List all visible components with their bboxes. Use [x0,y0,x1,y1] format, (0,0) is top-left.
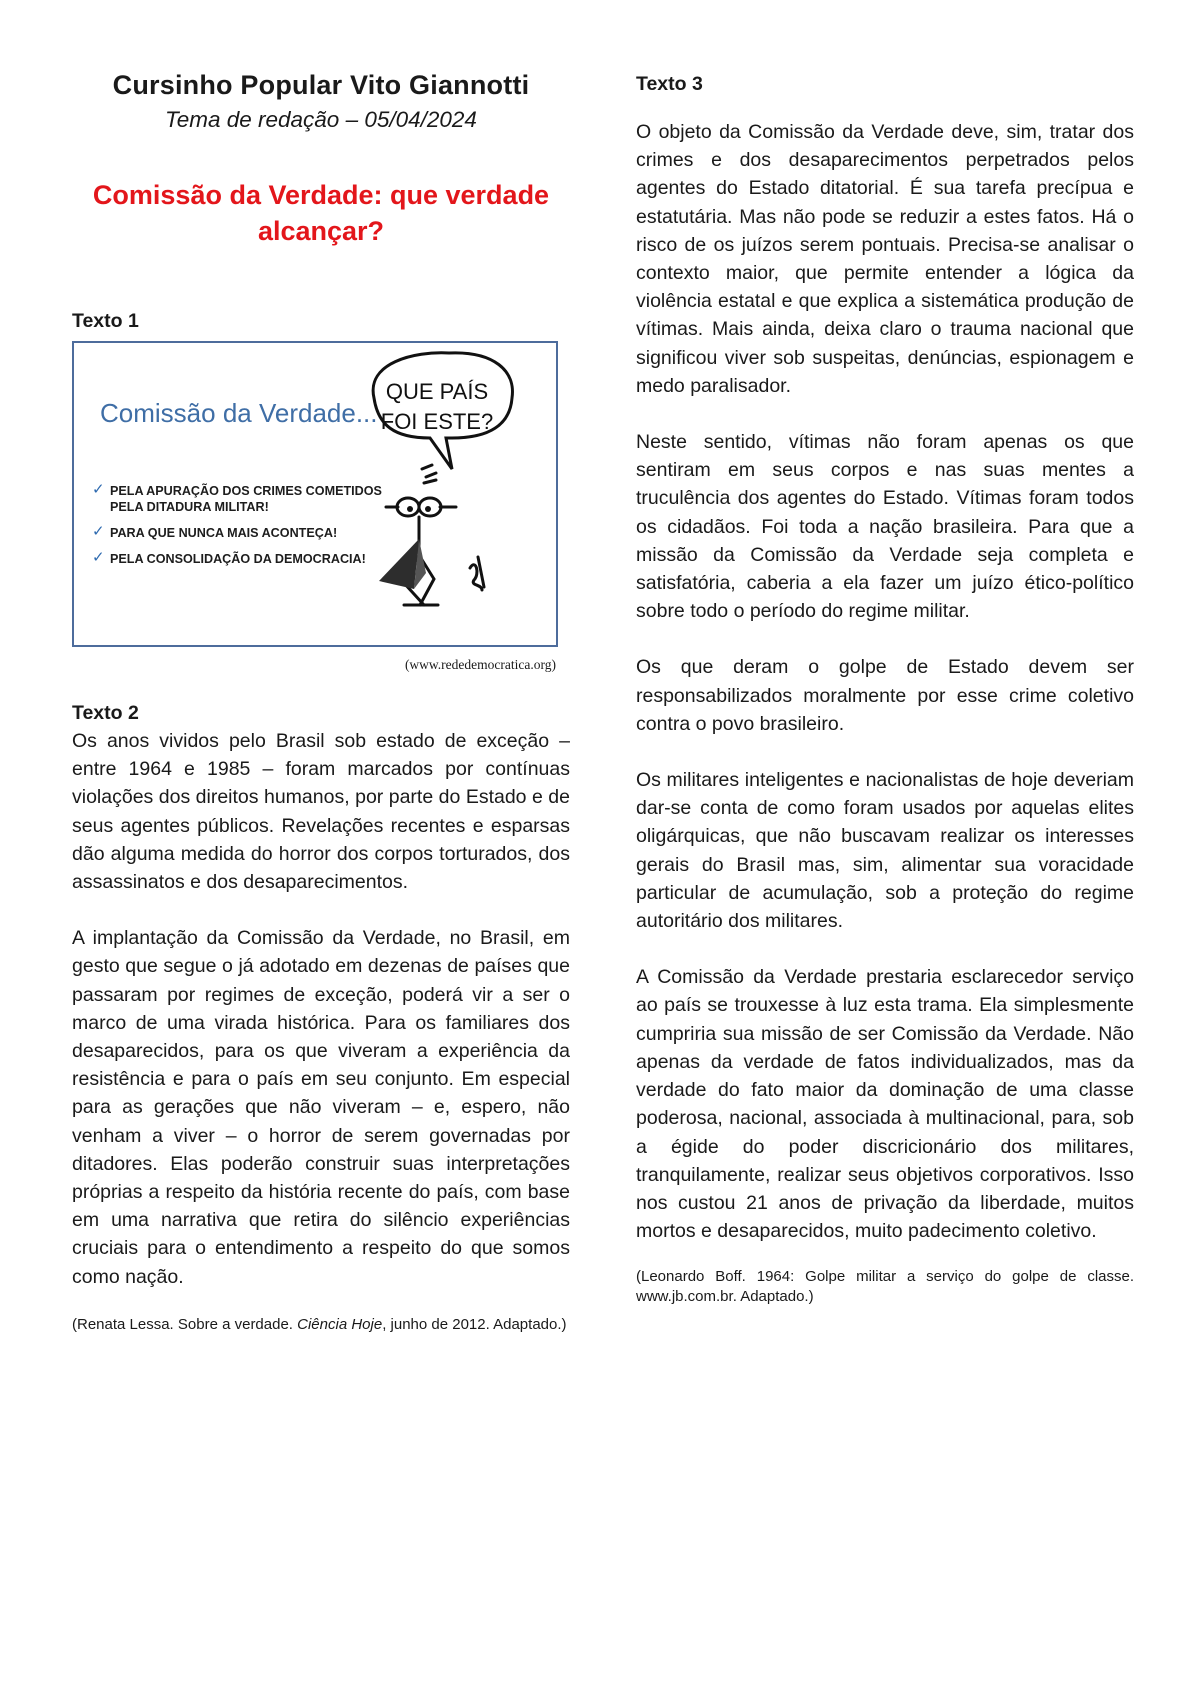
texto3-paragraph: Os militares inteligentes e nacionalistas de hoje deveriam dar-se conta de como foram usados por aquelas elites oligárquicas, que não buscavam realizar os interesses gerais do Brasil mas, sim, alimentar sua voracidade particular de acumulação, sob a proteção do regime autoritário dos militares. [636,769,1134,933]
image-credit: (www.rededemocratica.org) [404,657,556,672]
panel-list [92,483,392,577]
texto3-source: (Leonardo Boff. 1964: Golpe militar a serviço do golpe de classe. www.jb.com.br. Adaptado.) [636,1268,1134,1306]
theme-title: Comissão da Verdade: que verdade alcançar? [92,180,550,246]
texto3-paragraph: O objeto da Comissão da Verdade deve, sim, tratar dos crimes e dos desaparecimentos perpetrados pelos agentes do Estado ditatorial. É sua tarefa precípua e estatutária. Mas não pode se reduzir a estes fatos. Há o risco de os juízos serem pontuais. Precisa-se analisar o contexto maior, que permite entender a lógica da violência estatal e que explica a sistemática produção de vítimas. Mais ainda, deixa claro o trauma nacional que significou viver sob suspeitas, denúncias, espionagem e medo paralisador. [636,121,1134,397]
document-title: Cursinho Popular Vito Giannotti [112,70,530,100]
check-icon: ✓ [92,523,105,540]
check-icon: ✓ [92,549,105,566]
source-text: (Renata Lessa. Sobre a verdade. [72,1315,298,1333]
texto3-paragraph: Neste sentido, vítimas não foram apenas os que sentiram em seus corpos e nas suas mentes a truculência dos agentes do Estado. Vítimas foram todos os cidadãos. Foi toda a nação brasileira. Para que a missão da Comissão da Verdade seja completa e satisfatória, caberia a ela fazer um juízo ético-político sobre todo o período do regime militar. [636,431,1134,623]
cartoon-image [72,341,558,647]
texto3-heading: Texto 3 [636,73,703,95]
speech-bubble-text: QUE PAÍS FOI ESTE? [380,379,494,434]
texto3-paragraph: Os que deram o golpe de Estado devem ser responsabilizados moralmente por esse crime coletivo contra o povo brasileiro. [636,656,1134,735]
panel-list-item [92,483,392,515]
check-icon: ✓ [92,481,105,498]
panel-list-item [92,525,392,541]
texto2-paragraph: A implantação da Comissão da Verdade, no Brasil, em gesto que segue o já adotado em dezenas de países que passaram por regimes de exceção, poderá vir a ser o marco de uma virada histórica. Para os familiares dos desaparecidos, para os que viveram a experiência da resistência e para o país em seu conjunto. Em especial para as gerações que não viveram – e, espero, não venham a viver – o horror de serem governadas por ditadores. Elas poderão construir suas interpretações próprias a respeito da história recente do país, com base em uma narrativa que retira do silêncio experiências cruciais para o entendimento a respeito do que somos como nação. [72,927,570,1288]
panel-list-item-text: PELA CONSOLIDAÇÃO DA DEMOCRACIA! [110,552,366,566]
texto2-heading: Texto 2 [72,702,139,724]
texto2-source [72,1315,570,1335]
panel-heading: Comissão da Verdade... [100,398,378,428]
panel-list-item-text: PELA APURAÇÃO DOS CRIMES COMETIDOS PELA DITADURA MILITAR! [110,484,382,514]
texto3-paragraph: A Comissão da Verdade prestaria esclarecedor serviço ao país se trouxesse à luz esta trama. Ela simplesmente cumpriria sua missão de ser Comissão da Verdade. Não apenas da verdade de fatos individualizados, mas da verdade do fato maior da dominação de uma classe poderosa, nacional, associada à multinacional, para, sob a égide do poder discricionário dos militares, tranquilamente, realizar seus objetivos corporativos. Isso nos custou 21 anos de privação da liberdade, muitos mortos e desaparecidos, muito padecimento coletivo. [636,966,1134,1243]
panel-list-item-text: PARA QUE NUNCA MAIS ACONTEÇA! [110,526,338,540]
source-text: , junho de 2012. Adaptado.) [382,1315,567,1333]
source-publication: Ciência Hoje [297,1315,383,1333]
texto2-paragraph: Os anos vividos pelo Brasil sob estado de exceção – entre 1964 e 1985 – foram marcados por contínuas violações dos direitos humanos, por parte do Estado e de seus agentes públicos. Revelações recentes e esparsas dão alguma medida do horror dos corpos torturados, dos assassinatos e dos desaparecimentos. [72,730,570,894]
left-column [72,70,570,1335]
panel-list-item [92,551,392,567]
document-subtitle: Tema de redação – 05/04/2024 [165,107,477,132]
right-column [636,70,1134,1307]
texto1-heading: Texto 1 [72,310,139,332]
